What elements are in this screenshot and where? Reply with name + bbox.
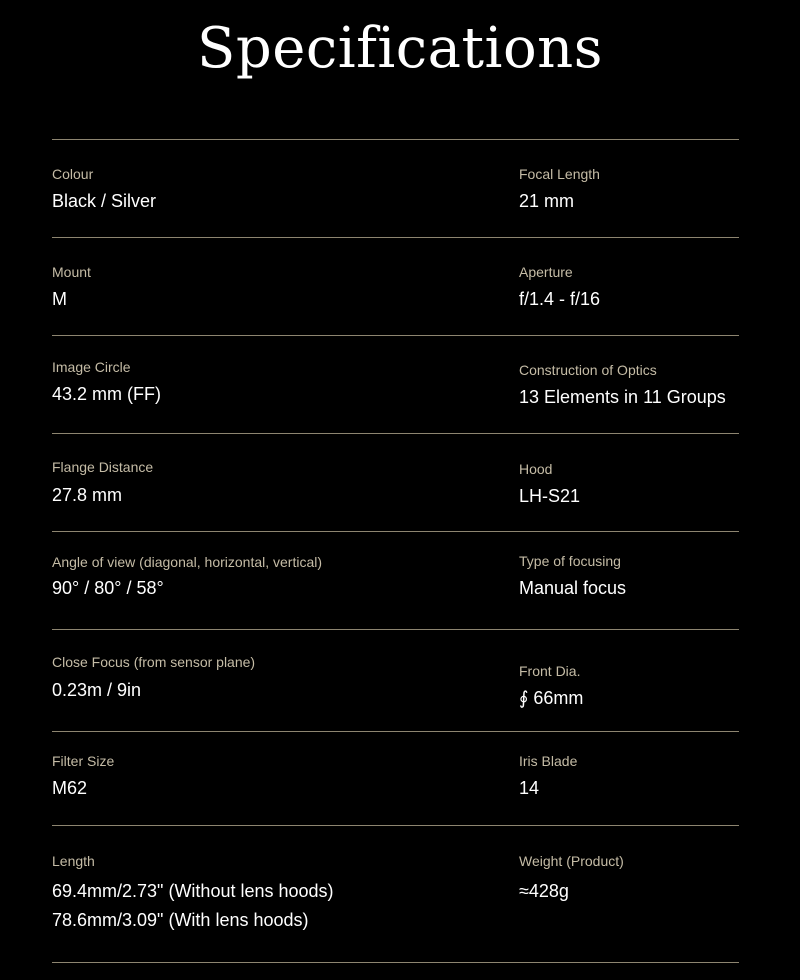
- spec-label: Aperture: [519, 264, 573, 280]
- divider: [52, 335, 739, 336]
- spec-value: 21 mm: [519, 191, 575, 211]
- spec-value: LH-S21: [519, 486, 581, 506]
- divider: [52, 433, 739, 434]
- spec-value: M62: [52, 778, 88, 798]
- spec-label: Length: [52, 853, 95, 869]
- spec-label: Mount: [52, 264, 91, 280]
- spec-value: ∮ 66mm: [519, 688, 584, 708]
- spec-value: 0.23m / 9in: [52, 680, 142, 700]
- spec-label: Type of focusing: [519, 553, 621, 569]
- spec-value: Manual focus: [519, 578, 627, 598]
- divider: [52, 139, 739, 140]
- spec-label: Weight (Product): [519, 853, 624, 869]
- spec-value: 13 Elements in 11 Groups: [519, 387, 726, 407]
- spec-label: Close Focus (from sensor plane): [52, 654, 256, 670]
- spec-label: Image Circle: [52, 359, 131, 375]
- spec-value-line: 69.4mm/2.73" (Without lens hoods): [52, 881, 334, 901]
- spec-value: 43.2 mm (FF): [52, 384, 162, 404]
- spec-label: Filter Size: [52, 753, 115, 769]
- spec-value: ≈428g: [519, 881, 569, 901]
- spec-label: Angle of view (diagonal, horizontal, vertical): [52, 554, 323, 570]
- divider: [52, 731, 739, 732]
- page-title: Specifications: [197, 16, 603, 81]
- spec-value: Black / Silver: [52, 191, 157, 211]
- divider: [52, 237, 739, 238]
- spec-label: Iris Blade: [519, 753, 578, 769]
- divider: [52, 629, 739, 630]
- spec-label: Construction of Optics: [519, 362, 657, 378]
- spec-value: M: [52, 289, 67, 309]
- spec-label: Front Dia.: [519, 663, 581, 679]
- spec-value-line: 78.6mm/3.09" (With lens hoods): [52, 910, 309, 930]
- divider: [52, 531, 739, 532]
- spec-value: 14: [519, 778, 540, 798]
- spec-value: 90° / 80° / 58°: [52, 578, 164, 598]
- divider: [52, 962, 739, 963]
- spec-label: Hood: [519, 461, 553, 477]
- divider: [52, 825, 739, 826]
- spec-label: Flange Distance: [52, 459, 154, 475]
- spec-value: 27.8 mm: [52, 485, 123, 505]
- spec-label: Colour: [52, 166, 94, 182]
- spec-label: Focal Length: [519, 166, 600, 182]
- spec-value: f/1.4 - f/16: [519, 289, 601, 309]
